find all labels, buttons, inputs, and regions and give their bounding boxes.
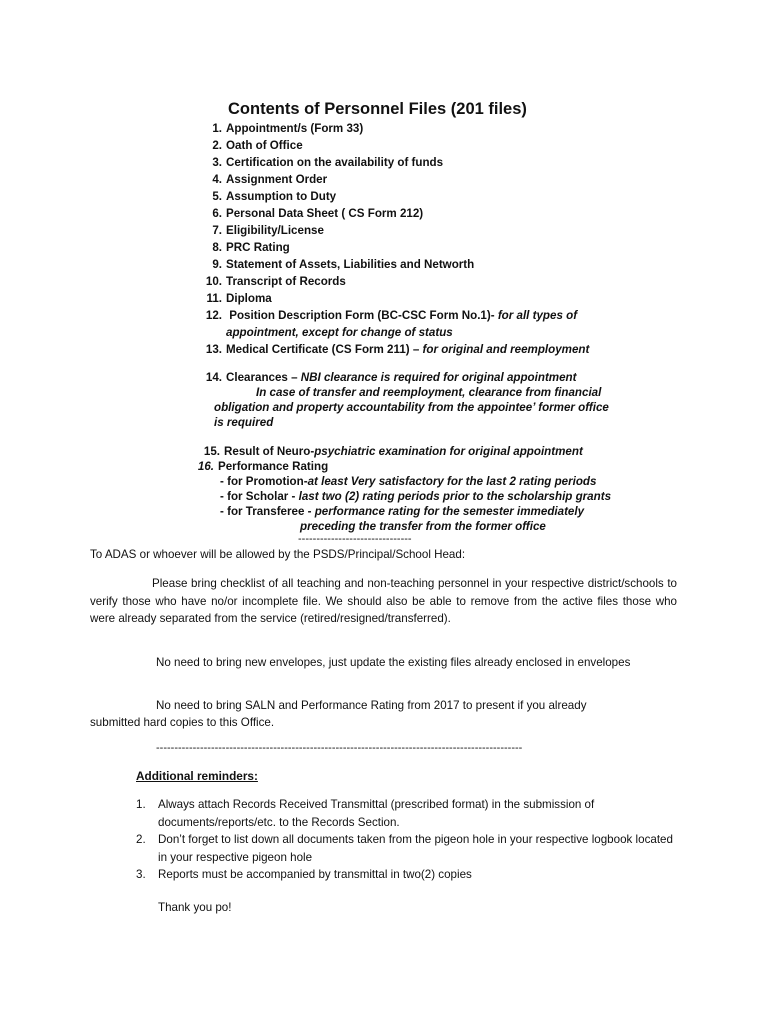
list-item xyxy=(198,189,336,204)
long-separator: ---------------------------------------------------------------------------------------------------- xyxy=(156,742,523,754)
list-item-number: 1. xyxy=(212,122,222,135)
list-item-12-continued: appointment, except for change of status xyxy=(226,326,453,339)
sub-item-scholar: - for Scholar - last two (2) rating periods prior to the scholarship grants xyxy=(220,490,612,503)
list-item-number: 11. xyxy=(206,292,222,305)
additional-reminders-heading: Additional reminders: xyxy=(136,769,258,783)
short-separator: ------------------------------- xyxy=(298,533,412,545)
paragraph-saln-line1: No need to bring SALN and Performance Rating from 2017 to present if you already xyxy=(156,699,587,712)
list-item-14-line2: In case of transfer and reemployment, clearance from financial xyxy=(256,386,602,399)
reminder-item-3: 3. Reports must be accompanied by transmittal in two(2) copies xyxy=(136,868,472,881)
paragraph-saln-line2: submitted hard copies to this Office. xyxy=(90,716,275,729)
list-item-number: 7. xyxy=(212,224,222,237)
reminder-item-2: 2. Don’t forget to list down all documents taken from the pigeon hole in your respective logbook located in your respective pigeon hole xyxy=(136,833,673,864)
list-item xyxy=(198,138,303,153)
list-item-13: 13. Medical Certificate (CS Form 211) – for original and reemployment xyxy=(205,343,590,356)
list-item-label: Appointment/s (Form 33) xyxy=(226,122,364,135)
list-item xyxy=(198,274,346,289)
list-item-number: 3. xyxy=(212,156,222,169)
list-item-number: 5. xyxy=(212,190,222,203)
list-item xyxy=(198,240,290,255)
list-item-14-line4: is required xyxy=(214,416,274,429)
list-item-number: 2. xyxy=(212,139,222,152)
list-item-14: 14. Clearances – NBI clearance is required for original appointment xyxy=(205,371,577,384)
sub-item-transferee-continued: preceding the transfer from the former office xyxy=(300,520,546,533)
list-item xyxy=(198,172,327,187)
list-item-number: 6. xyxy=(212,207,222,220)
list-item-label: Assignment Order xyxy=(226,173,328,186)
list-item xyxy=(198,206,423,221)
list-item-16: 16. Performance Rating xyxy=(197,460,329,473)
list-item xyxy=(198,155,443,170)
list-item-label: Assumption to Duty xyxy=(226,190,337,203)
list-item-14-line3: obligation and property accountability from the appointee’ former office xyxy=(214,401,609,414)
closing-line: Thank you po! xyxy=(158,901,232,914)
list-item-label: PRC Rating xyxy=(226,241,290,254)
list-item-label: Oath of Office xyxy=(226,139,303,152)
reminder-item-1: 1. Always attach Records Received Transmittal (prescribed format) in the submission of documents/reports/etc. to the Records Section. xyxy=(136,798,595,829)
list-item xyxy=(198,291,272,306)
list-item-number: 9. xyxy=(212,258,222,271)
sub-item-promotion: - for Promotion-at least Very satisfactory for the last 2 rating periods xyxy=(220,475,597,488)
list-item-label: Personal Data Sheet ( CS Form 212) xyxy=(226,207,424,220)
list-item-label: Diploma xyxy=(226,292,272,305)
addressee-line: To ADAS or whoever will be allowed by the PSDS/Principal/School Head: xyxy=(90,548,466,561)
list-item-number: 8. xyxy=(212,241,222,254)
document-title: Contents of Personnel Files (201 files) xyxy=(228,100,527,118)
list-item-label: Eligibility/License xyxy=(226,224,324,237)
list-item-label: Transcript of Records xyxy=(226,275,346,288)
list-item-12: 12. Position Description Form (BC-CSC Form No.1)- for all types of xyxy=(205,309,578,322)
list-item-label: Certification on the availability of funds xyxy=(226,156,444,169)
paragraph-checklist: Please bring checklist of all teaching and non-teaching personnel in your respective district/schools to verify those who have no/or incomplete file. We should also be able to remove from the active files those who were already separated from the service (retired/resigned/transferred). xyxy=(90,577,677,625)
list-item-label: Statement of Assets, Liabilities and Networth xyxy=(226,258,475,271)
list-item xyxy=(198,223,324,238)
list-item xyxy=(198,121,363,136)
list-item-15: 15. Result of Neuro-psychiatric examination for original appointment xyxy=(203,445,583,458)
list-item-number: 10. xyxy=(205,275,222,288)
paragraph-envelopes: No need to bring new envelopes, just update the existing files already enclosed in envelopes xyxy=(156,656,631,669)
sub-item-transferee: - for Transferee - performance rating for the semester immediately xyxy=(220,505,585,518)
list-item xyxy=(198,257,474,272)
list-item-number: 4. xyxy=(212,173,222,186)
